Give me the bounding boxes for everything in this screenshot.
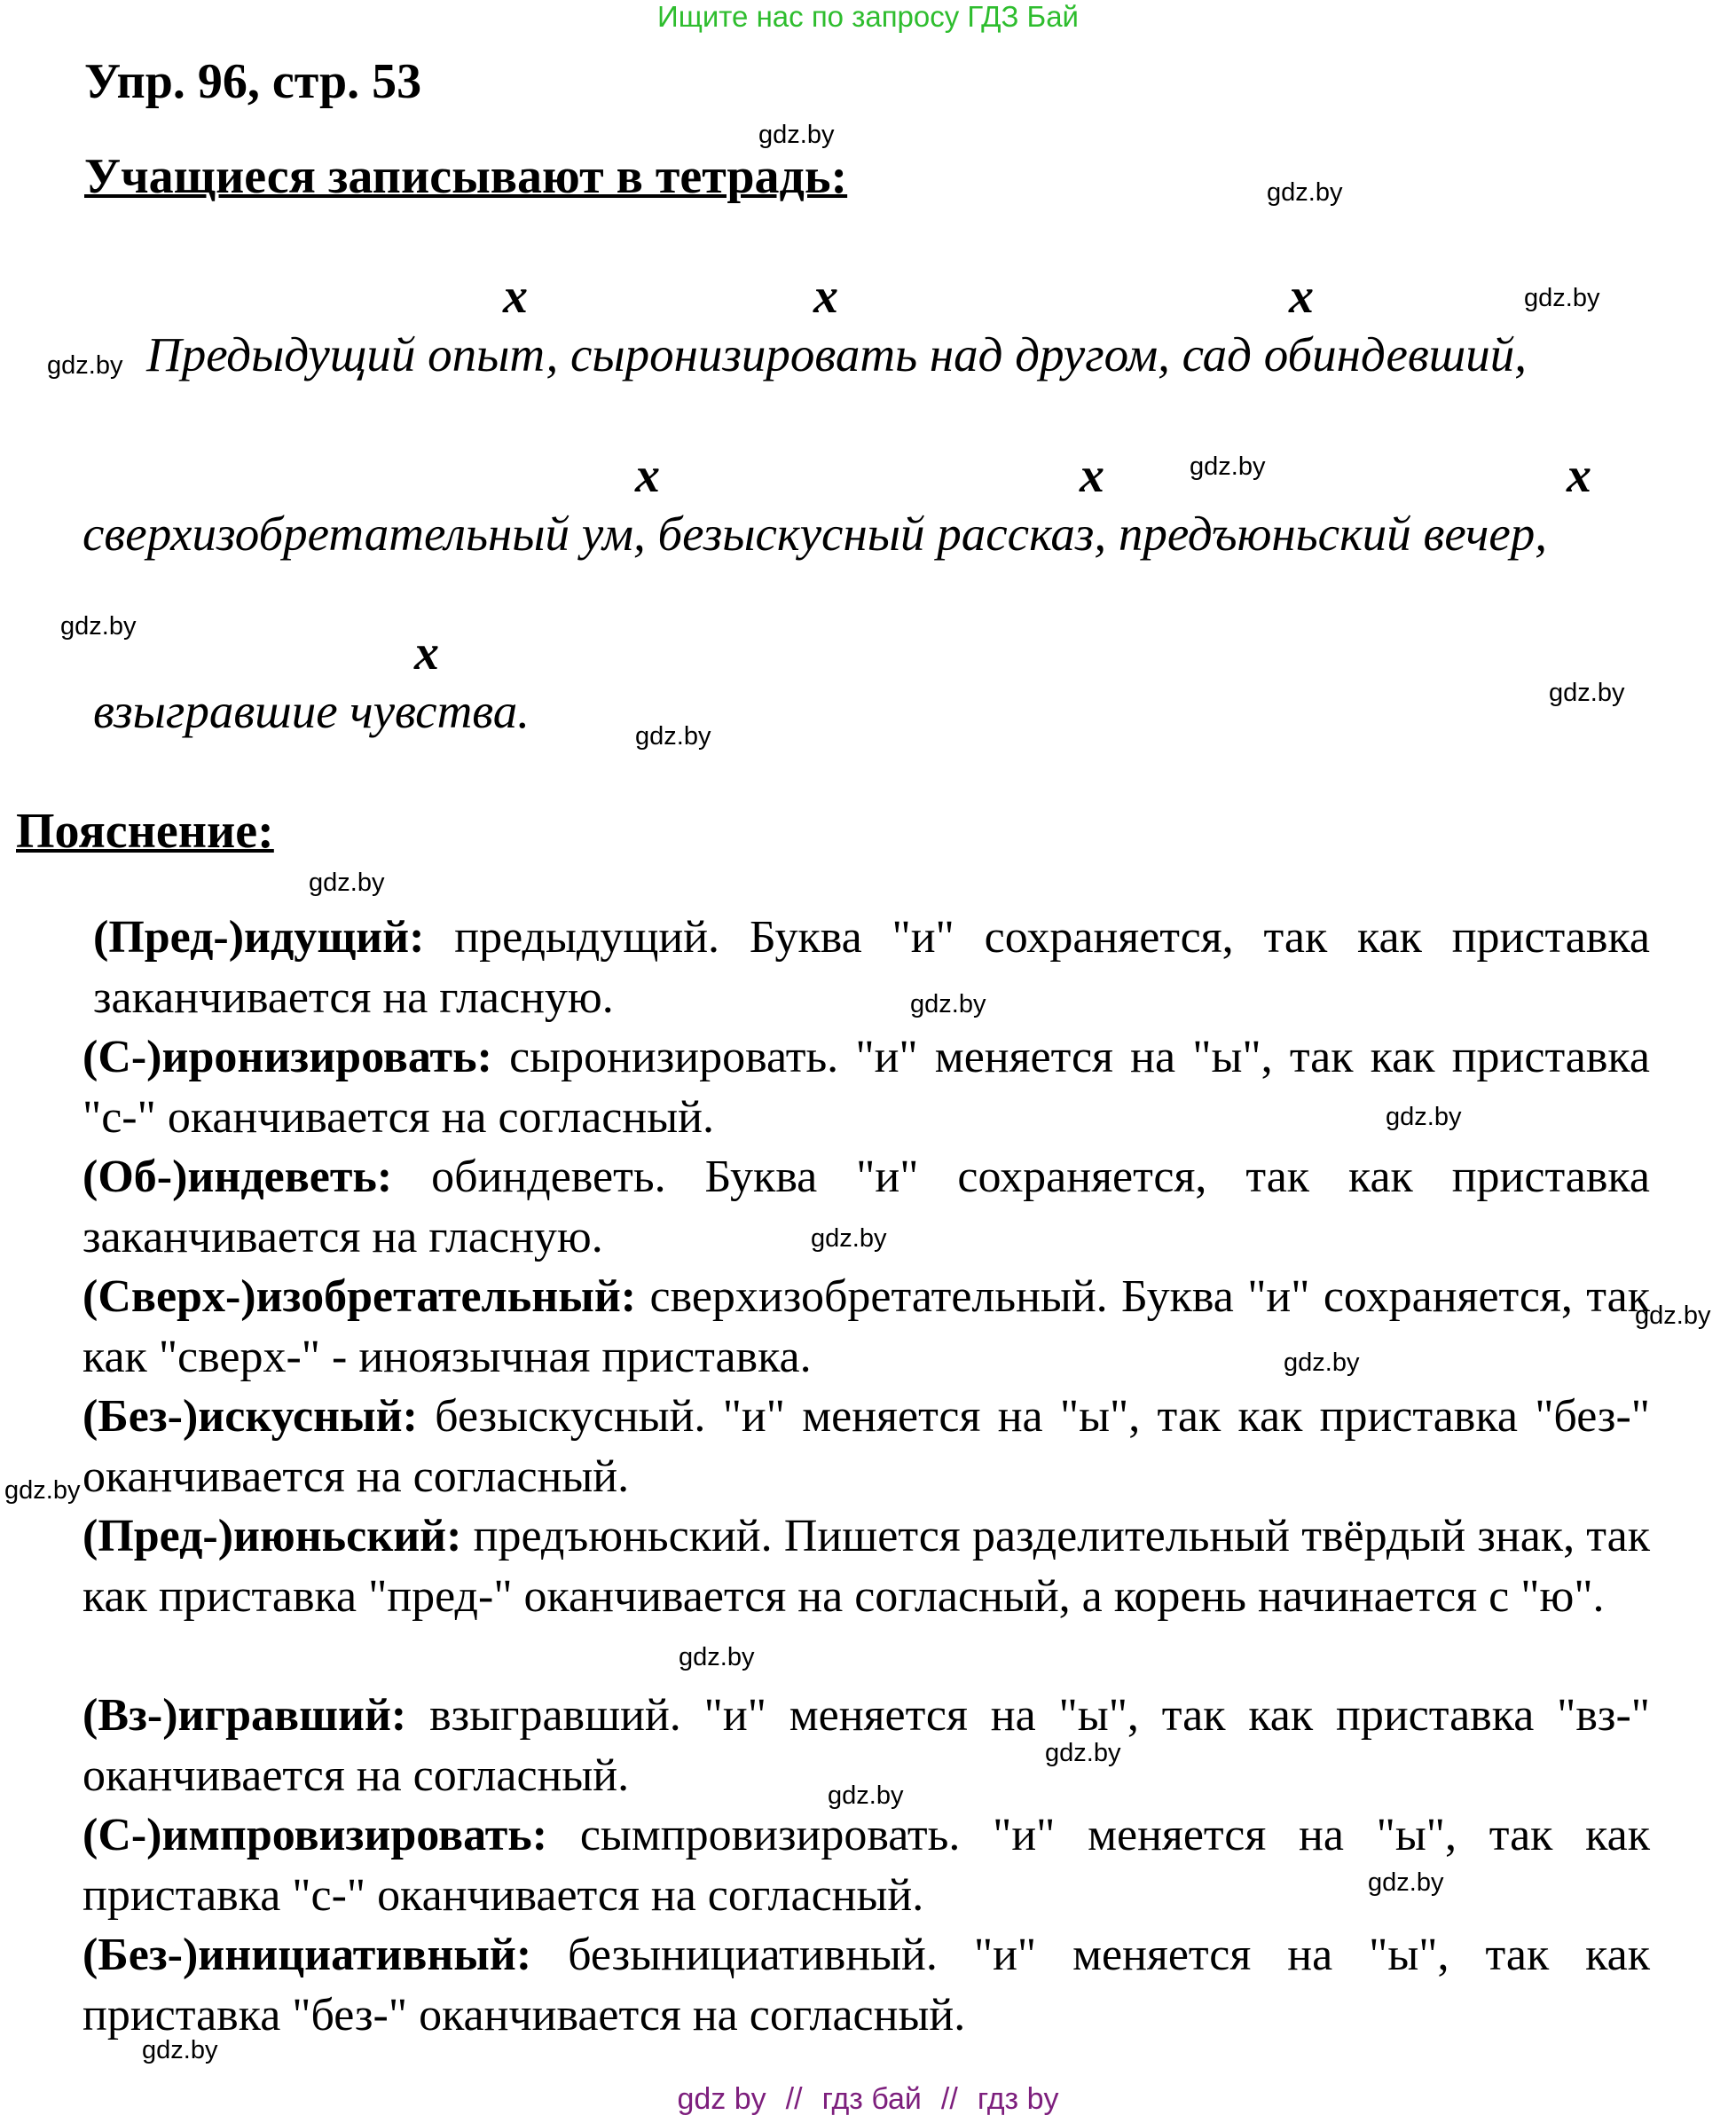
explanation-text: сымпровизировать. "и" меняется на "ы", так как приставка "с-" оканчивается на согласный. — [82, 1810, 1650, 1921]
marker-x: x — [414, 625, 439, 680]
watermark: gdz.by — [60, 612, 137, 641]
written-line-2: сверхизобретательный ум, безыскусный рассказ, предъюньский вечер, — [82, 507, 1548, 561]
explanation-term: (Пред-)идущий: — [93, 912, 425, 963]
watermark: gdz.by — [679, 1643, 755, 1671]
bottom-links — [0, 2082, 1736, 2117]
bottom-separator: // — [785, 2082, 803, 2116]
watermark: gdz.by — [309, 869, 385, 897]
watermark: gdz.by — [1045, 1739, 1121, 1767]
explanation-text: сыронизировать. "и" меняется на "ы", так как приставка "с-" оканчивается на согласный. — [82, 1032, 1650, 1143]
explanation-heading: Пояснение: — [16, 804, 274, 859]
explanation-term: (Без-)искусный: — [82, 1391, 418, 1442]
bottom-link-gdz-by[interactable]: gdz by — [677, 2082, 766, 2116]
explanation-text: безынициативный. "и" меняется на "ы", так как приставка "без-" оканчивается на согласный. — [82, 1930, 1650, 2040]
marker-x: x — [1289, 269, 1314, 324]
explanation-item — [82, 908, 1650, 1027]
watermark: gdz.by — [1524, 284, 1600, 312]
explanation-term: (Сверх-)изобретательный: — [82, 1271, 637, 1322]
watermark: gdz.by — [1267, 178, 1343, 207]
watermark: gdz.by — [828, 1781, 904, 1810]
exercise-title: Упр. 96, стр. 53 — [84, 54, 422, 109]
explanation-text: взыгравший. "и" меняется на "ы", так как приставка "вз-" оканчивается на согласный. — [82, 1690, 1650, 1801]
marker-x: x — [1080, 448, 1104, 503]
top-banner: Ищите нас по запросу ГДЗ Бай — [657, 0, 1079, 33]
watermark: gdz.by — [910, 990, 986, 1018]
bottom-link-gdz-by-2[interactable]: гдз by — [977, 2082, 1059, 2116]
explanation-text: обиндеветь. Буква "и" сохраняется, так как приставка заканчивается на гласную. — [82, 1152, 1650, 1262]
watermark: gdz.by — [1368, 1868, 1444, 1897]
written-line-1: Предыдущий опыт, сыронизировать над другом, сад обиндевший, — [146, 327, 1528, 381]
explanation-term: (Об-)индеветь: — [82, 1152, 393, 1202]
explanation-term: (С-)импровизировать: — [82, 1810, 548, 1860]
marker-x: x — [503, 269, 528, 324]
explanation-term: (Пред-)июньский: — [82, 1511, 462, 1561]
watermark: gdz.by — [1549, 679, 1625, 707]
explanation-text: безыскусный. "и" меняется на "ы", так как приставка "без-" оканчивается на согласный. — [82, 1391, 1650, 1502]
explanation-item — [82, 1267, 1650, 1387]
explanation-term: (Без-)инициативный: — [82, 1930, 532, 1980]
bottom-link-gdz-bai[interactable]: гдз бай — [821, 2082, 922, 2116]
explanation-item — [82, 1506, 1650, 1626]
watermark: gdz.by — [47, 351, 123, 380]
explanation-item — [82, 1805, 1650, 1925]
explanation-text: предыдущий. Буква "и" сохраняется, так как приставка заканчивается на гласную. — [93, 912, 1650, 1023]
task-heading: Учащиеся записывают в тетрадь: — [84, 149, 848, 204]
watermark: gdz.by — [811, 1224, 887, 1253]
watermark: gdz.by — [142, 2036, 218, 2064]
watermark: gdz.by — [4, 1476, 81, 1505]
marker-x: x — [635, 448, 660, 503]
explanation-term: (С-)иронизировать: — [82, 1032, 492, 1082]
watermark: gdz.by — [1284, 1348, 1360, 1377]
bottom-separator: // — [940, 2082, 958, 2116]
explanation-item — [82, 1925, 1650, 2045]
watermark: gdz.by — [1190, 452, 1266, 481]
explanation-term: (Вз-)игравший: — [82, 1690, 407, 1741]
explanation-text: предъюньский. Пишется разделительный твёрдый знак, так как приставка "пред-" оканчивается на согласный, а корень начинается с "ю". — [82, 1511, 1650, 1622]
watermark: gdz.by — [1386, 1103, 1462, 1131]
watermark: gdz.by — [635, 722, 711, 751]
watermark: gdz.by — [1635, 1301, 1711, 1330]
watermark: gdz.by — [758, 121, 835, 149]
explanation-text: сверхизобретательный. Буква "и" сохраняется, так как "сверх-" - иноязычная приставка. — [82, 1271, 1650, 1382]
explanation-item — [82, 1387, 1650, 1506]
marker-x: x — [1567, 448, 1591, 503]
written-line-3: взыгравшие чувства. — [93, 684, 530, 738]
marker-x: x — [813, 269, 838, 324]
